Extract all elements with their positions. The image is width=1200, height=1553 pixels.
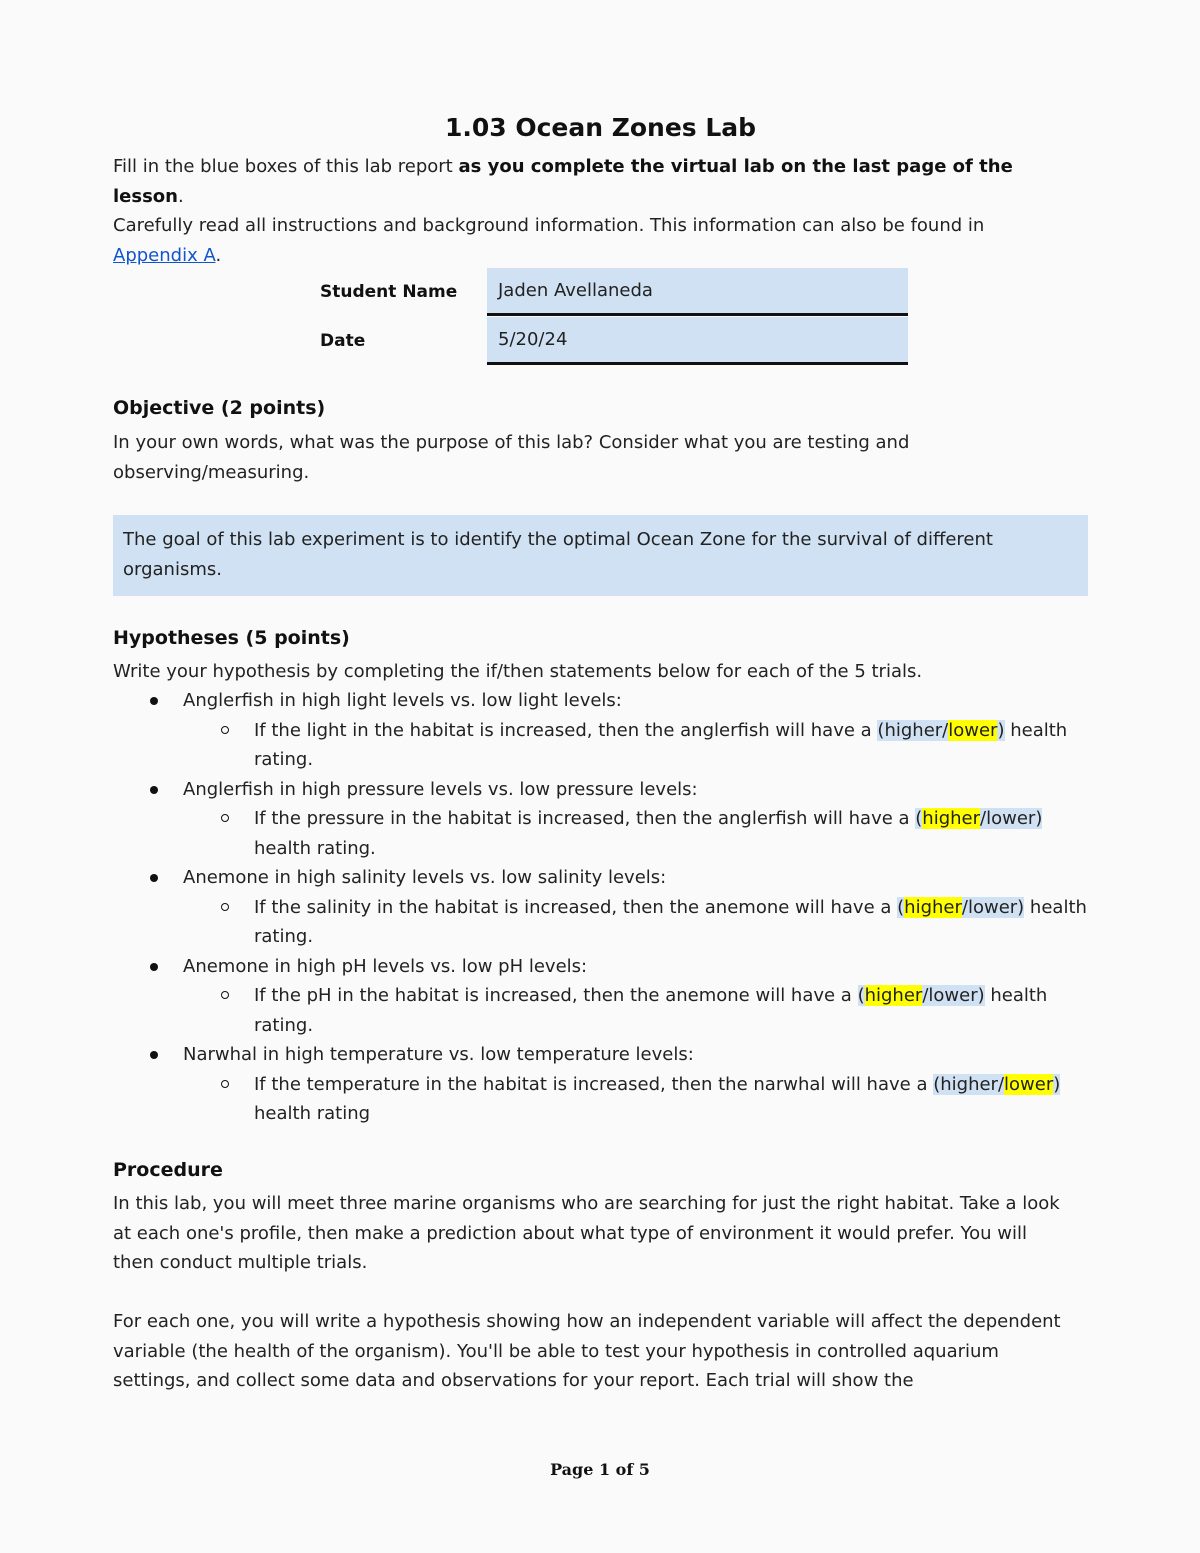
hypotheses-heading: Hypotheses (5 points) xyxy=(113,627,350,649)
higher-lower-choice[interactable]: (higher/lower) xyxy=(915,808,1043,829)
link-period: . xyxy=(215,244,222,266)
option-lower[interactable]: lower xyxy=(928,985,978,1006)
option-lower[interactable]: lower xyxy=(948,719,998,741)
hypothesis-text: If the pressure in the habitat is increased, then the anglerfish will have a xyxy=(254,808,916,829)
hypothesis-text: If the pH in the habitat is increased, then the anemone will have a xyxy=(254,985,858,1006)
option-lower[interactable]: lower xyxy=(1004,1073,1054,1095)
procedure-paragraph-1: In this lab, you will meet three marine organisms who are searching for just the right habitat. Take a look at each one's profile, then make a prediction about what type of environment it would prefer. You will then conduct multiple trials. xyxy=(113,1193,1060,1273)
student-info-table xyxy=(320,268,908,366)
hypothesis-statement xyxy=(113,804,1088,863)
hypotheses-prompt: Write your hypothesis by completing the if/then statements below for each of the 5 trials. xyxy=(113,661,923,682)
trial-bullet: Anglerfish in high light levels vs. low light levels: xyxy=(113,686,1088,716)
intro-bold-text: as you complete the virtual lab on the last page of the lesson xyxy=(113,156,1013,207)
higher-lower-choice[interactable]: (higher/lower) xyxy=(897,896,1025,918)
option-lower[interactable]: lower xyxy=(967,896,1018,918)
hypothesis-statement xyxy=(113,1070,1088,1129)
trial-bullet: Narwhal in high temperature vs. low temperature levels: xyxy=(113,1040,1088,1070)
objective-answer-box[interactable]: The goal of this lab experiment is to identify the optimal Ocean Zone for the survival of different organisms. xyxy=(113,515,1088,596)
higher-lower-choice[interactable]: (higher/lower) xyxy=(877,719,1005,741)
intro-paragraph xyxy=(113,152,1088,270)
date-label: Date xyxy=(320,331,366,351)
procedure-paragraph-2: For each one, you will write a hypothesis showing how an independent variable will affect the dependent variable (the health of the organism). You'll be able to test your hypothesis in controlled aquarium settings, and collect some data and observations for your report. Each trial will show the xyxy=(113,1311,1061,1391)
higher-lower-choice[interactable]: (higher/lower) xyxy=(933,1073,1061,1095)
date-field[interactable]: 5/20/24 xyxy=(487,317,908,365)
intro-text-2: Carefully read all instructions and background information. This information can also be found in xyxy=(113,215,985,236)
option-higher[interactable]: higher xyxy=(884,719,943,741)
option-higher[interactable]: higher xyxy=(922,808,981,829)
hypothesis-end-text: health rating. xyxy=(254,837,376,859)
page-footer: Page 1 of 5 xyxy=(550,1460,650,1479)
hypothesis-statement xyxy=(113,893,1088,952)
date-row xyxy=(320,317,908,365)
hypotheses-list xyxy=(113,686,1088,1129)
higher-lower-choice[interactable]: (higher/lower) xyxy=(857,985,985,1006)
intro-text: Fill in the blue boxes of this lab report xyxy=(113,156,459,177)
trial-bullet: Anemone in high salinity levels vs. low salinity levels: xyxy=(113,863,1088,893)
page-title: 1.03 Ocean Zones Lab xyxy=(444,113,757,142)
objective-heading: Objective (2 points) xyxy=(113,397,326,419)
objective-prompt: In your own words, what was the purpose of this lab? Consider what you are testing and observing/measuring. xyxy=(113,432,910,483)
procedure-heading: Procedure xyxy=(113,1159,223,1181)
hypothesis-statement xyxy=(113,716,1088,775)
student-name-label: Student Name xyxy=(320,282,458,302)
trial-bullet: Anemone in high pH levels vs. low pH levels: xyxy=(113,952,1088,982)
hypothesis-end-text: health rating. xyxy=(254,896,1087,947)
student-name-row xyxy=(320,268,908,316)
option-lower[interactable]: lower xyxy=(986,808,1036,829)
hypothesis-text: If the temperature in the habitat is increased, then the narwhal will have a xyxy=(254,1073,934,1095)
option-higher[interactable]: higher xyxy=(864,985,923,1006)
appendix-link[interactable]: Appendix A xyxy=(113,244,216,266)
option-higher[interactable]: higher xyxy=(904,896,962,918)
hypothesis-text: If the light in the habitat is increased, then the anglerfish will have a xyxy=(254,719,878,741)
hypothesis-end-text: health rating. xyxy=(254,985,1048,1036)
trial-bullet: Anglerfish in high pressure levels vs. low pressure levels: xyxy=(113,775,1088,805)
hypothesis-end-text: health rating. xyxy=(254,719,1068,770)
option-higher[interactable]: higher xyxy=(940,1073,998,1095)
intro-period: . xyxy=(178,185,184,207)
hypothesis-end-text: health rating xyxy=(254,1103,371,1124)
hypothesis-text: If the salinity in the habitat is increased, then the anemone will have a xyxy=(254,896,898,918)
student-name-field[interactable]: Jaden Avellaneda xyxy=(487,268,908,316)
hypothesis-statement xyxy=(113,981,1088,1040)
